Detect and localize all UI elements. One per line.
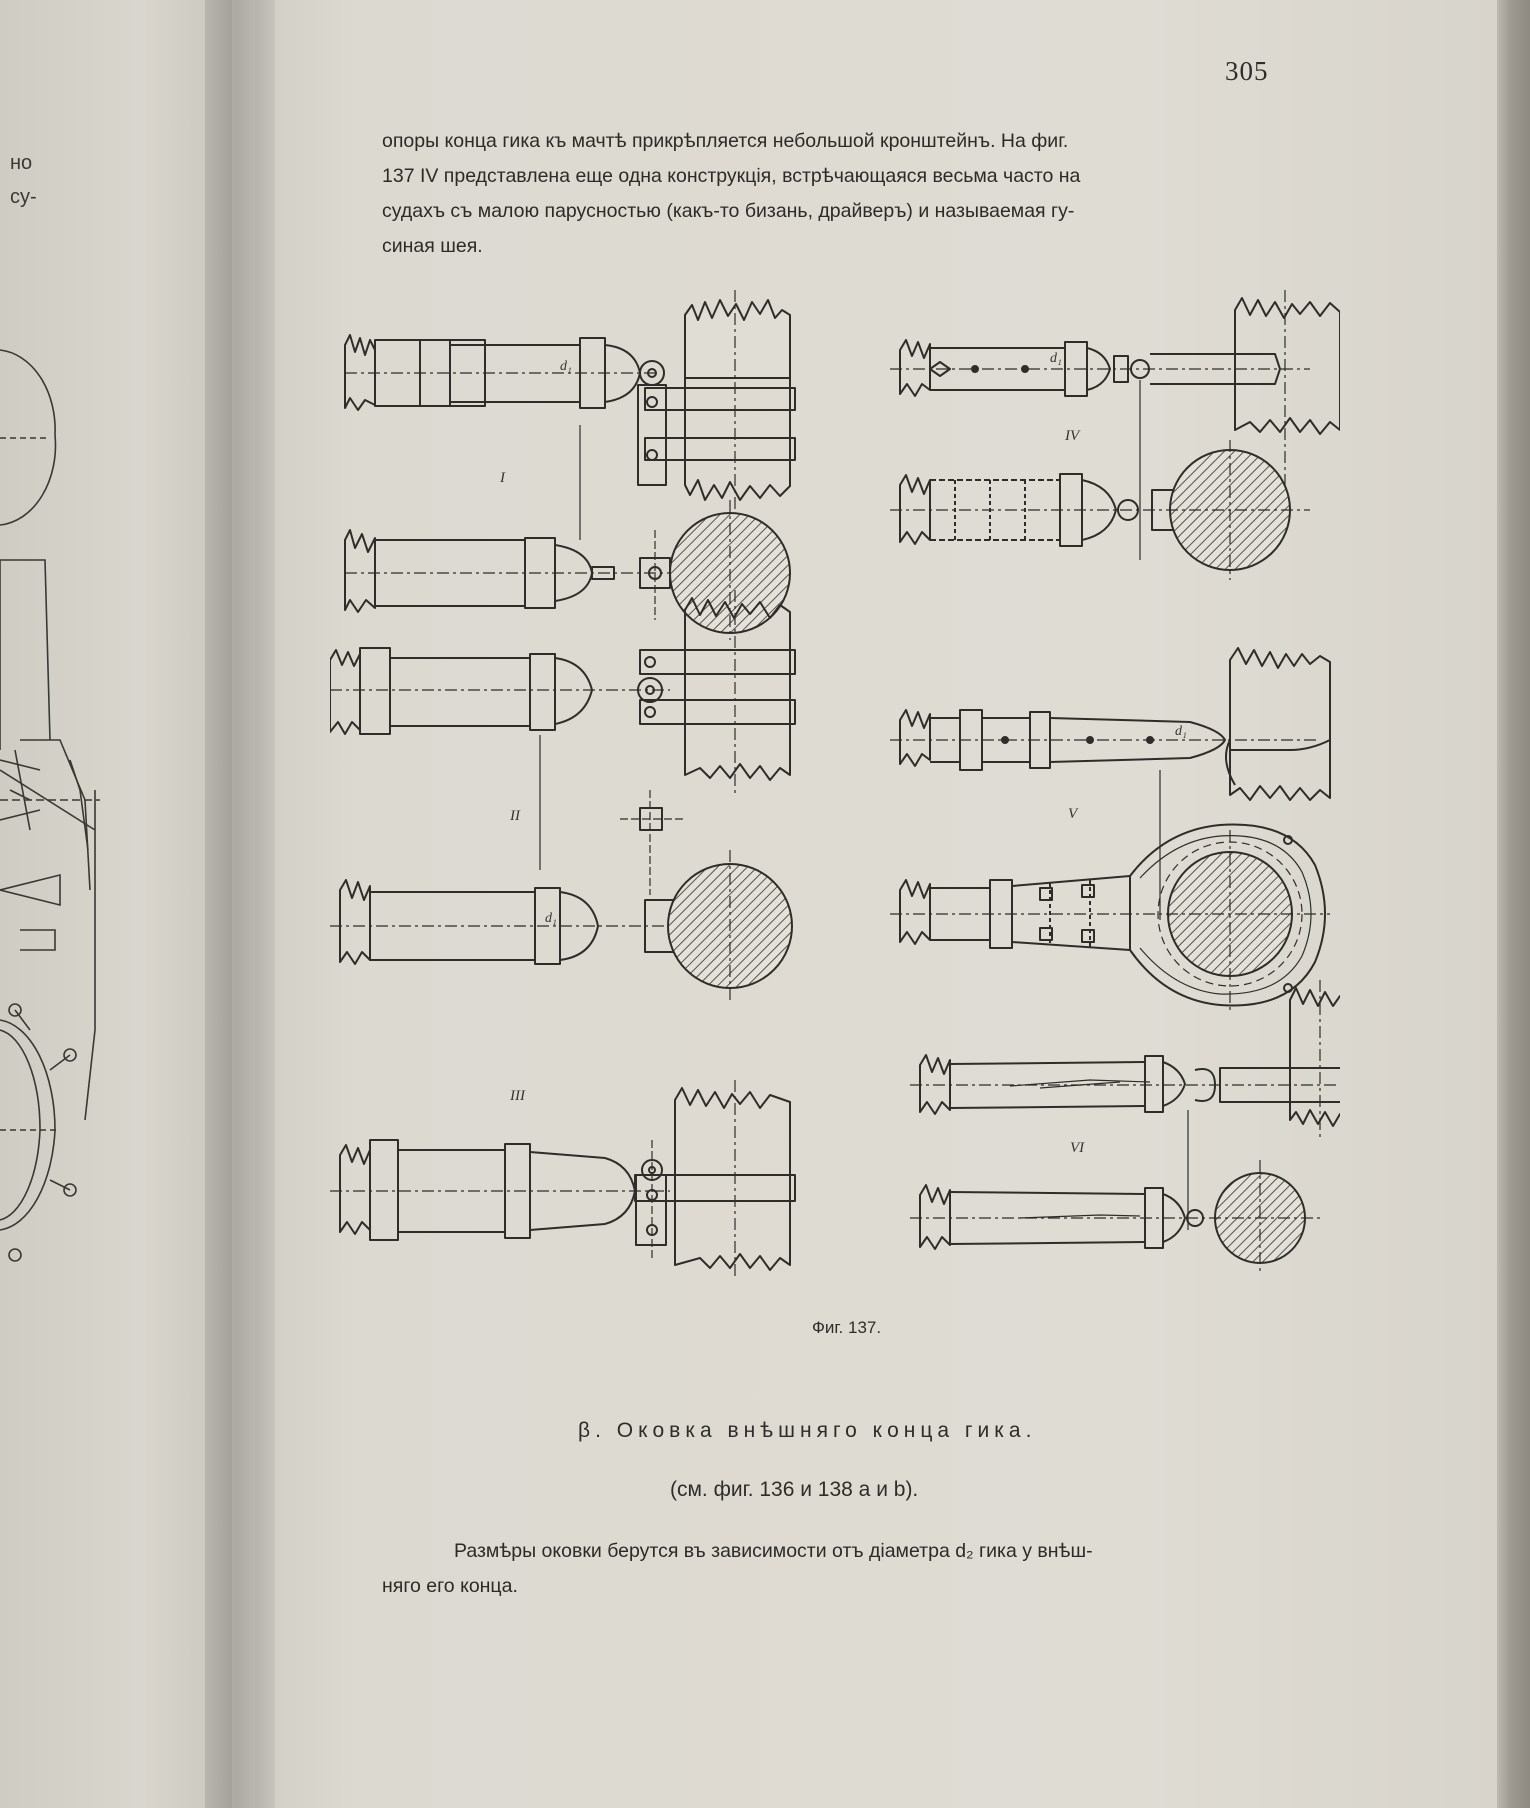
panel-II: [330, 590, 795, 1000]
panel-III: [330, 1080, 795, 1280]
panel-I: [345, 290, 795, 640]
svg-text:d₁: d₁: [1175, 724, 1187, 739]
left-page-fragment-2: су-: [10, 186, 37, 208]
text-line: няго его конца.: [382, 1575, 518, 1597]
text-line: 137 IV представлена еще одна конструкція, встрѣчающаяся весьма часто на: [382, 165, 1081, 187]
panel-label-III: III: [510, 1088, 525, 1104]
text-line: Размѣры оковки берутся въ зависимости отъ діаметра d₂ гика у внѣш-: [454, 1540, 1093, 1562]
page-number: 305: [1225, 56, 1269, 86]
panel-label-I: I: [500, 470, 505, 486]
panel-label-V: V: [1068, 806, 1078, 822]
panel-V: [890, 648, 1330, 1010]
left-page-drawing-fragment: [0, 330, 230, 1290]
page-edge: [1497, 0, 1530, 1808]
panel-IV: [890, 290, 1340, 580]
body-paragraph: [382, 1534, 1282, 1604]
text-line: синая шея.: [382, 235, 483, 257]
section-heading: β. Оковка внѣшняго конца гика.: [578, 1419, 1037, 1442]
text-line: опоры конца гика къ мачтѣ прикрѣпляется небольшой кронштейнъ. На фиг.: [382, 130, 1069, 152]
figure-caption: Фиг. 137.: [812, 1318, 882, 1337]
text-line: судахъ съ малою парусностью (какъ-то бизань, драйверъ) и называемая гу-: [382, 200, 1075, 222]
svg-text:d₁: d₁: [560, 359, 572, 374]
svg-text:d₁: d₁: [1050, 351, 1062, 366]
panel-VI: [910, 980, 1340, 1275]
panel-label-IV: IV: [1065, 428, 1080, 444]
panel-label-VI: VI: [1070, 1140, 1085, 1156]
intro-paragraph: [382, 124, 1252, 264]
left-page-fragment-1: но: [10, 152, 33, 174]
section-subheading: (см. фиг. 136 и 138 a и b).: [670, 1478, 919, 1501]
figure-137: [330, 290, 1340, 1310]
panel-label-II: II: [510, 808, 520, 824]
svg-text:d₁: d₁: [545, 911, 557, 926]
